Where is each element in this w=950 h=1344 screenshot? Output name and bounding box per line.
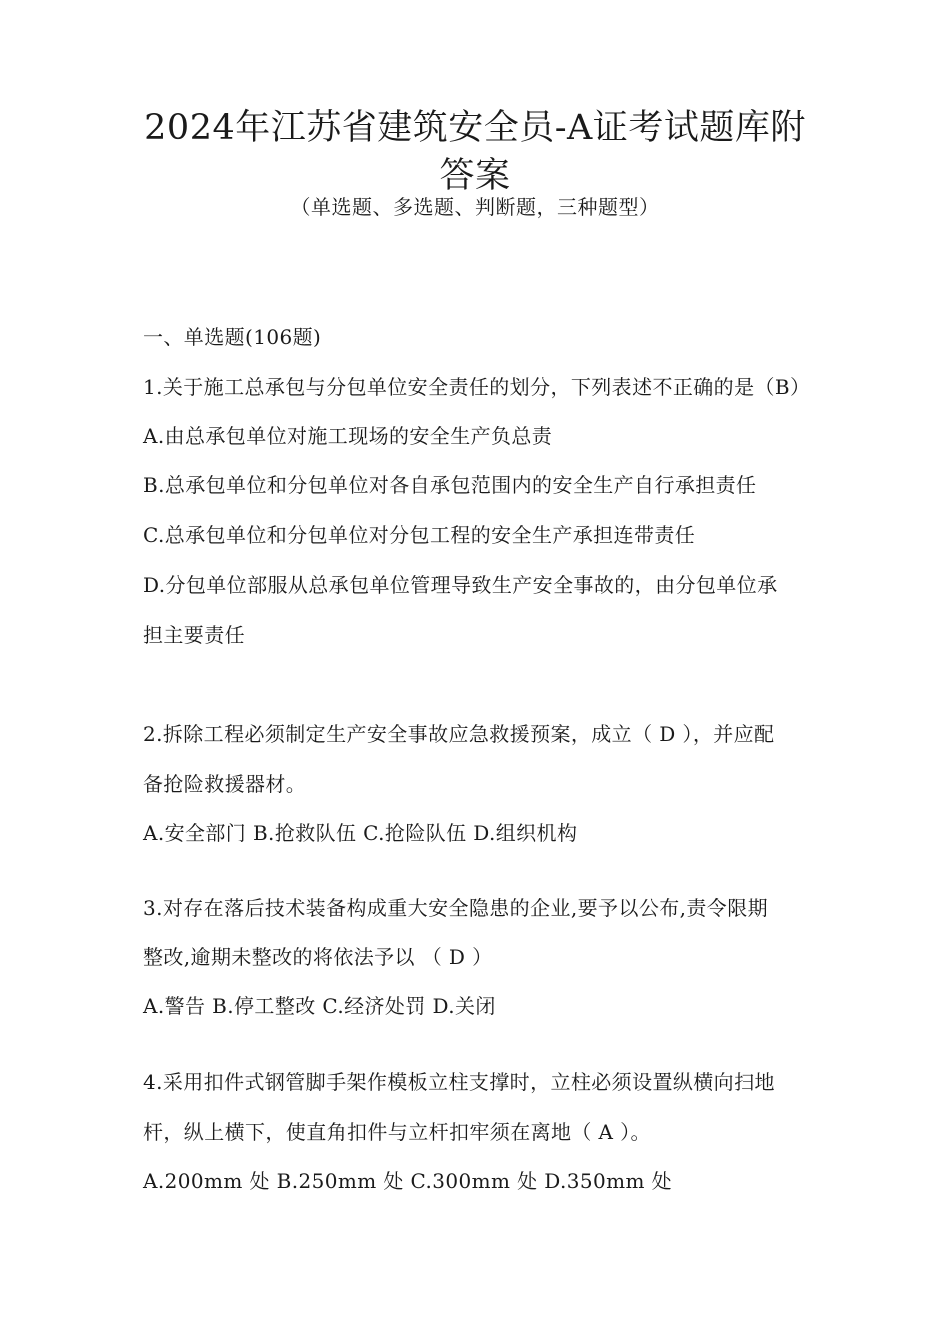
question-4-stem-line-2: 杆，纵上横下，使直角扣件与立杆扣牢须在离地（ A ）。 xyxy=(143,1120,651,1144)
question-3-options: A.警告 B.停工整改 C.经济处罚 D.关闭 xyxy=(143,994,496,1018)
question-1-option-c: C.总承包单位和分包单位对分包工程的安全生产承担连带责任 xyxy=(143,523,696,547)
question-3-stem-line-1: 3.对存在落后技术装备构成重大安全隐患的企业,要予以公布,责令限期 xyxy=(143,896,768,920)
question-4-stem-line-1: 4.采用扣件式钢管脚手架作模板立柱支撑时，立柱必须设置纵横向扫地 xyxy=(143,1070,775,1094)
question-4-options: A.200mm 处 B.250mm 处 C.300mm 处 D.350mm 处 xyxy=(143,1169,672,1193)
question-1-option-d-continued: 担主要责任 xyxy=(143,623,245,647)
question-3-stem-line-2: 整改,逾期未整改的将依法予以 （ D ） xyxy=(143,945,493,969)
question-1-option-d: D.分包单位部服从总承包单位管理导致生产安全事故的，由分包单位承 xyxy=(143,573,778,597)
question-1-stem: 1.关于施工总承包与分包单位安全责任的划分，下列表述不正确的是（B） xyxy=(143,375,811,399)
question-1-option-a: A.由总承包单位对施工现场的安全生产负总责 xyxy=(143,424,553,448)
document-title-line-1: 2024年江苏省建筑安全员-A证考试题库附 xyxy=(144,108,806,148)
question-2-options: A.安全部门 B.抢救队伍 C.抢险队伍 D.组织机构 xyxy=(143,821,578,845)
document-subtitle: （单选题、多选题、判断题，三种题型） xyxy=(290,195,660,219)
question-1-option-b: B.总承包单位和分包单位对各自承包范围内的安全生产自行承担责任 xyxy=(143,473,757,497)
question-2-stem-line-1: 2.拆除工程必须制定生产安全事故应急救援预案，成立（ D ），并应配 xyxy=(143,722,775,746)
question-2-stem-line-2: 备抢险救援器材。 xyxy=(143,772,307,796)
section-heading: 一、单选题(106题) xyxy=(143,325,322,349)
document-title-line-2: 答案 xyxy=(439,156,511,196)
